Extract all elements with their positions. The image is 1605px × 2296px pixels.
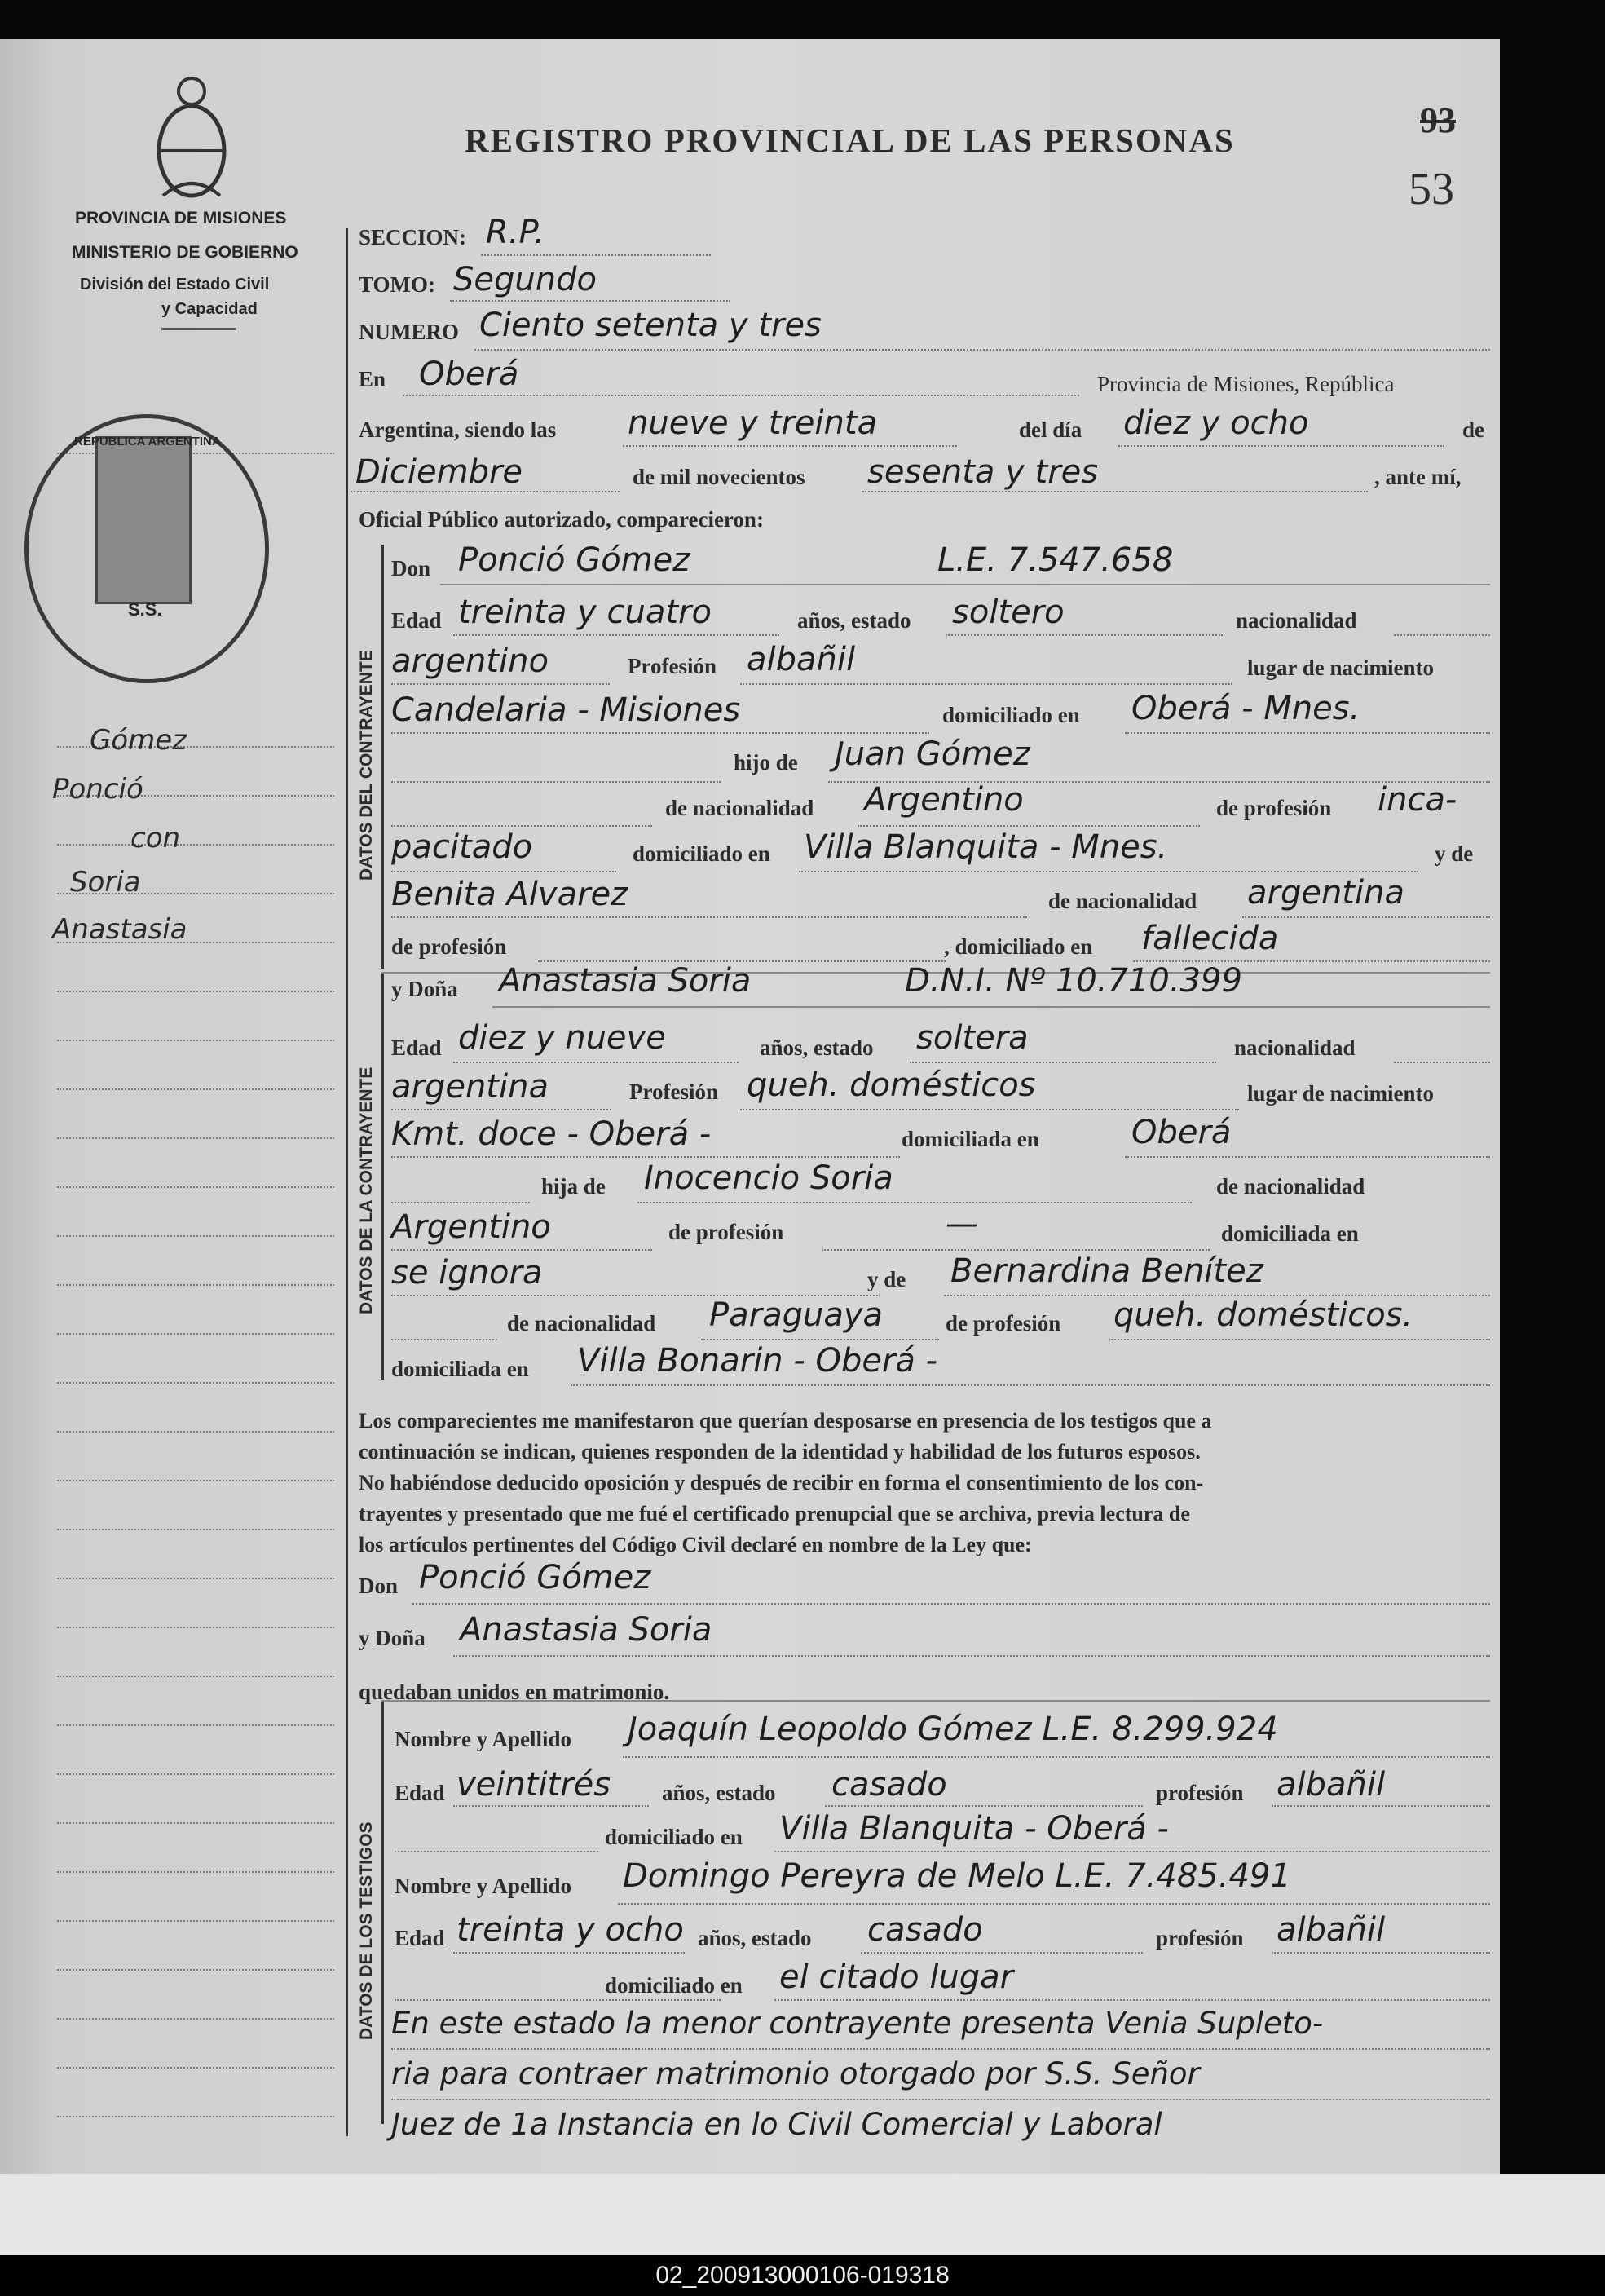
contrayente-domicilio: Oberá - Mnes. [1131,690,1360,727]
province-text: Provincia de Misiones, República [1097,372,1395,396]
testigos-note-line: ria para contraer matrimonio otorgado por S.S. Señor [391,2056,1200,2091]
tomo-value: Segundo [453,261,597,298]
hijo-de-label: hijo de [734,750,798,775]
madre-prof-label: de profesión [391,934,507,959]
t1-edad-label: Edad [395,1781,445,1805]
margin-border [346,228,348,2136]
de-nacionalidad-label: de nacionalidad [1216,1174,1365,1199]
margin-note-line: Anastasia [52,913,187,946]
contrayente-estado: soltero [952,594,1065,631]
t1-nombre-label: Nombre y Apellido [395,1727,572,1751]
divider [161,328,236,330]
contrayente-lugar: Candelaria - Misiones [391,691,741,729]
contrayente-border [381,545,384,969]
official-stamp [24,414,269,683]
siendo-label: Argentina, siendo las [359,417,557,442]
t2-dom-label: domiciliado en [605,1973,743,1998]
stamp-text: REPUBLICA ARGENTINA [74,435,221,448]
coat-of-arms-icon [147,73,236,204]
del-dia-label: del día [1019,417,1082,442]
scan-background [0,2174,1605,2255]
padre-dom-label: domiciliado en [633,841,770,866]
t1-nombre: Joaquín Leopoldo Gómez L.E. 8.299.924 [628,1711,1278,1748]
padre-dom-label: domiciliada en [1221,1221,1359,1246]
t2-dom: el citado lugar [779,1958,1014,1996]
madre-prof-label: de profesión [946,1311,1061,1336]
contrayenta-lugar: Kmt. doce - Oberá - [391,1115,712,1153]
contrayenta-padre: Inocencio Soria [644,1159,893,1197]
domiciliado-label: domiciliado en [942,703,1080,727]
y-de-label: y de [867,1267,906,1292]
revenue-stamp [95,436,192,604]
decl-closing: quedaban unidos en matrimonio. [359,1680,670,1704]
t1-edad: veintitrés [456,1766,611,1804]
contrayente-madre-dom: fallecida [1141,920,1279,957]
lugar-label: lugar de nacimiento [1247,1081,1434,1106]
t1-profesion-label: profesión [1156,1781,1244,1805]
testigos-note-line: En este estado la menor contrayente presenta Venia Supleto- [391,2006,1324,2041]
declaration-line: los artículos pertinentes del Código Civil declaré en nombre de la Ley que: [359,1533,1032,1556]
edad-label: Edad [391,608,442,633]
ante-mi-label: , ante mí, [1374,465,1462,489]
de-profesion-label: de profesión [1216,796,1332,820]
contrayente-nacionalidad: argentino [391,642,549,680]
declaration-line: Los comparecientes me manifestaron que querían desposarse en presencia de los testigos que a [359,1409,1212,1433]
contrayenta-estado: soltera [916,1019,1029,1057]
division-label: División del Estado Civil [80,276,270,294]
contrayente-padre-dom: Villa Blanquita - Mnes. [804,828,1168,866]
decl-dona-name: Anastasia Soria [460,1611,712,1649]
contrayente-madre: Benita Alvarez [391,876,628,913]
day-value: diez y ocho [1123,404,1309,442]
declaration-line: No habiéndose deducido oposición y después de recibir en forma el consentimiento de los con- [359,1471,1204,1495]
en-value: Oberá [419,355,519,393]
margin-note-line: Gómez [90,724,187,757]
margin-note-line: Soria [70,866,141,899]
contrayente-madre-nac: argentina [1247,874,1404,912]
decl-dona-label: y Doña [359,1626,426,1650]
decl-don-label: Don [359,1574,399,1598]
contrayenta-border [381,972,384,1380]
profesion-label: Profesión [629,1080,718,1104]
t2-anos-estado: años, estado [698,1926,812,1950]
t1-dom: Villa Blanquita - Oberá - [779,1810,1169,1848]
contrayente-edad: treinta y cuatro [458,594,712,631]
t1-anos-estado: años, estado [662,1781,776,1805]
contrayente-doc: L.E. 7.547.658 [937,541,1174,579]
hour-value: nueve y treinta [628,404,878,442]
madre-dom-label: , domiciliado en [944,934,1093,959]
domiciliada-label: domiciliada en [902,1127,1039,1151]
contrayenta-madre-prof: queh. domésticos. [1113,1296,1413,1334]
contrayenta-edad: diez y nueve [458,1019,666,1057]
de-nacionalidad-label: de nacionalidad [665,796,814,820]
y-de-label: y de [1435,841,1474,866]
contrayente-name: Ponció Gómez [458,541,690,579]
edad-label: Edad [391,1035,442,1060]
year-value: sesenta y tres [867,453,1099,491]
testigos-note-line: Juez de 1a Instancia en lo Civil Comercial y Laboral [391,2107,1162,2142]
contrayenta-doc: D.N.I. Nº 10.710.399 [905,962,1242,1000]
t1-dom-label: domiciliado en [605,1825,743,1849]
document-page [0,39,1500,2174]
contrayente-profesion: albañil [747,641,856,678]
decl-don-name: Ponció Gómez [419,1559,651,1596]
document-title: REGISTRO PROVINCIAL DE LAS PERSONAS [465,121,1235,159]
seccion-value: R.P. [486,214,545,251]
t1-profesion: albañil [1277,1766,1386,1804]
madre-dom-label: domiciliada en [391,1357,529,1381]
nacionalidad-label: nacionalidad [1236,608,1357,633]
t2-estado: casado [867,1911,983,1949]
t1-estado: casado [831,1766,947,1804]
folio-struck: 93 [1420,100,1456,140]
contrayenta-padre-prof: — [946,1205,978,1243]
stamp-sub: S.S. [128,599,162,620]
nacionalidad-label: nacionalidad [1234,1035,1356,1060]
tomo-label: TOMO: [359,272,435,297]
numero-label: NUMERO [359,320,459,344]
contrayente-padre-prof-2: pacitado [391,828,533,866]
testigos-section-label: DATOS DE LOS TESTIGOS [357,1821,376,2040]
de-profesion-label: de profesión [668,1220,784,1244]
scan-reference: 02_200913000106-019318 [0,2255,1605,2296]
month-value: Diciembre [355,453,523,491]
province-label: PROVINCIA DE MISIONES [75,209,287,227]
profesion-label: Profesión [628,654,717,678]
t2-profesion-label: profesión [1156,1926,1244,1950]
oficial-label: Oficial Público autorizado, comparecieron: [359,507,764,532]
contrayenta-nacionalidad: argentina [391,1068,549,1106]
testigos-border [381,1700,384,2124]
don-label: Don [391,556,431,581]
division-label-2: y Capacidad [161,300,258,318]
margin-note-line: con [130,822,181,854]
t2-profesion: albañil [1277,1911,1386,1949]
folio-number: 53 [1409,164,1454,214]
contrayenta-section-label: DATOS DE LA CONTRAYENTE [357,1066,376,1314]
contrayente-padre-prof: inca- [1378,781,1457,819]
dona-label: y Doña [391,977,458,1001]
ministry-label: MINISTERIO DE GOBIERNO [72,243,298,262]
madre-nac-label: de nacionalidad [1048,889,1197,913]
hija-de-label: hija de [541,1174,606,1199]
t2-edad: treinta y ocho [456,1911,684,1949]
de-label: de [1462,417,1484,442]
en-label: En [359,367,386,391]
contrayenta-madre-nac: Paraguaya [709,1296,884,1334]
declaration-line: continuación se indican, quienes responden de la identidad y habilidad de los futuros esposos. [359,1440,1201,1464]
declaration-line: trayentes y presentado que me fué el certificado prenupcial que se archiva, previa lectura de [359,1502,1190,1526]
contrayenta-profesion: queh. domésticos [747,1066,1036,1104]
contrayenta-madre-dom: Villa Bonarin - Oberá - [577,1342,938,1380]
de-mil-label: de mil novecientos [633,465,805,489]
contrayente-padre: Juan Gómez [835,735,1030,773]
t2-edad-label: Edad [395,1926,445,1950]
contrayenta-name: Anastasia Soria [499,962,752,1000]
contrayenta-domicilio: Oberá [1131,1114,1232,1151]
anos-estado-label: años, estado [797,608,911,633]
margin-note-line: Ponció [52,773,143,806]
anos-estado-label: años, estado [760,1035,874,1060]
contrayenta-madre: Bernardina Benítez [950,1252,1263,1290]
contrayenta-padre-dom: se ignora [391,1254,543,1292]
numero-value: Ciento setenta y tres [479,307,822,344]
contrayenta-padre-nac: Argentino [391,1208,551,1246]
contrayente-section-label: DATOS DEL CONTRAYENTE [357,650,376,881]
t2-nombre: Domingo Pereyra de Melo L.E. 7.485.491 [623,1857,1291,1895]
seccion-label: SECCION: [359,225,467,249]
t2-nombre-label: Nombre y Apellido [395,1874,572,1898]
lugar-label: lugar de nacimiento [1247,656,1434,680]
madre-nac-label: de nacionalidad [507,1311,656,1336]
contrayente-padre-nac: Argentino [864,781,1024,819]
